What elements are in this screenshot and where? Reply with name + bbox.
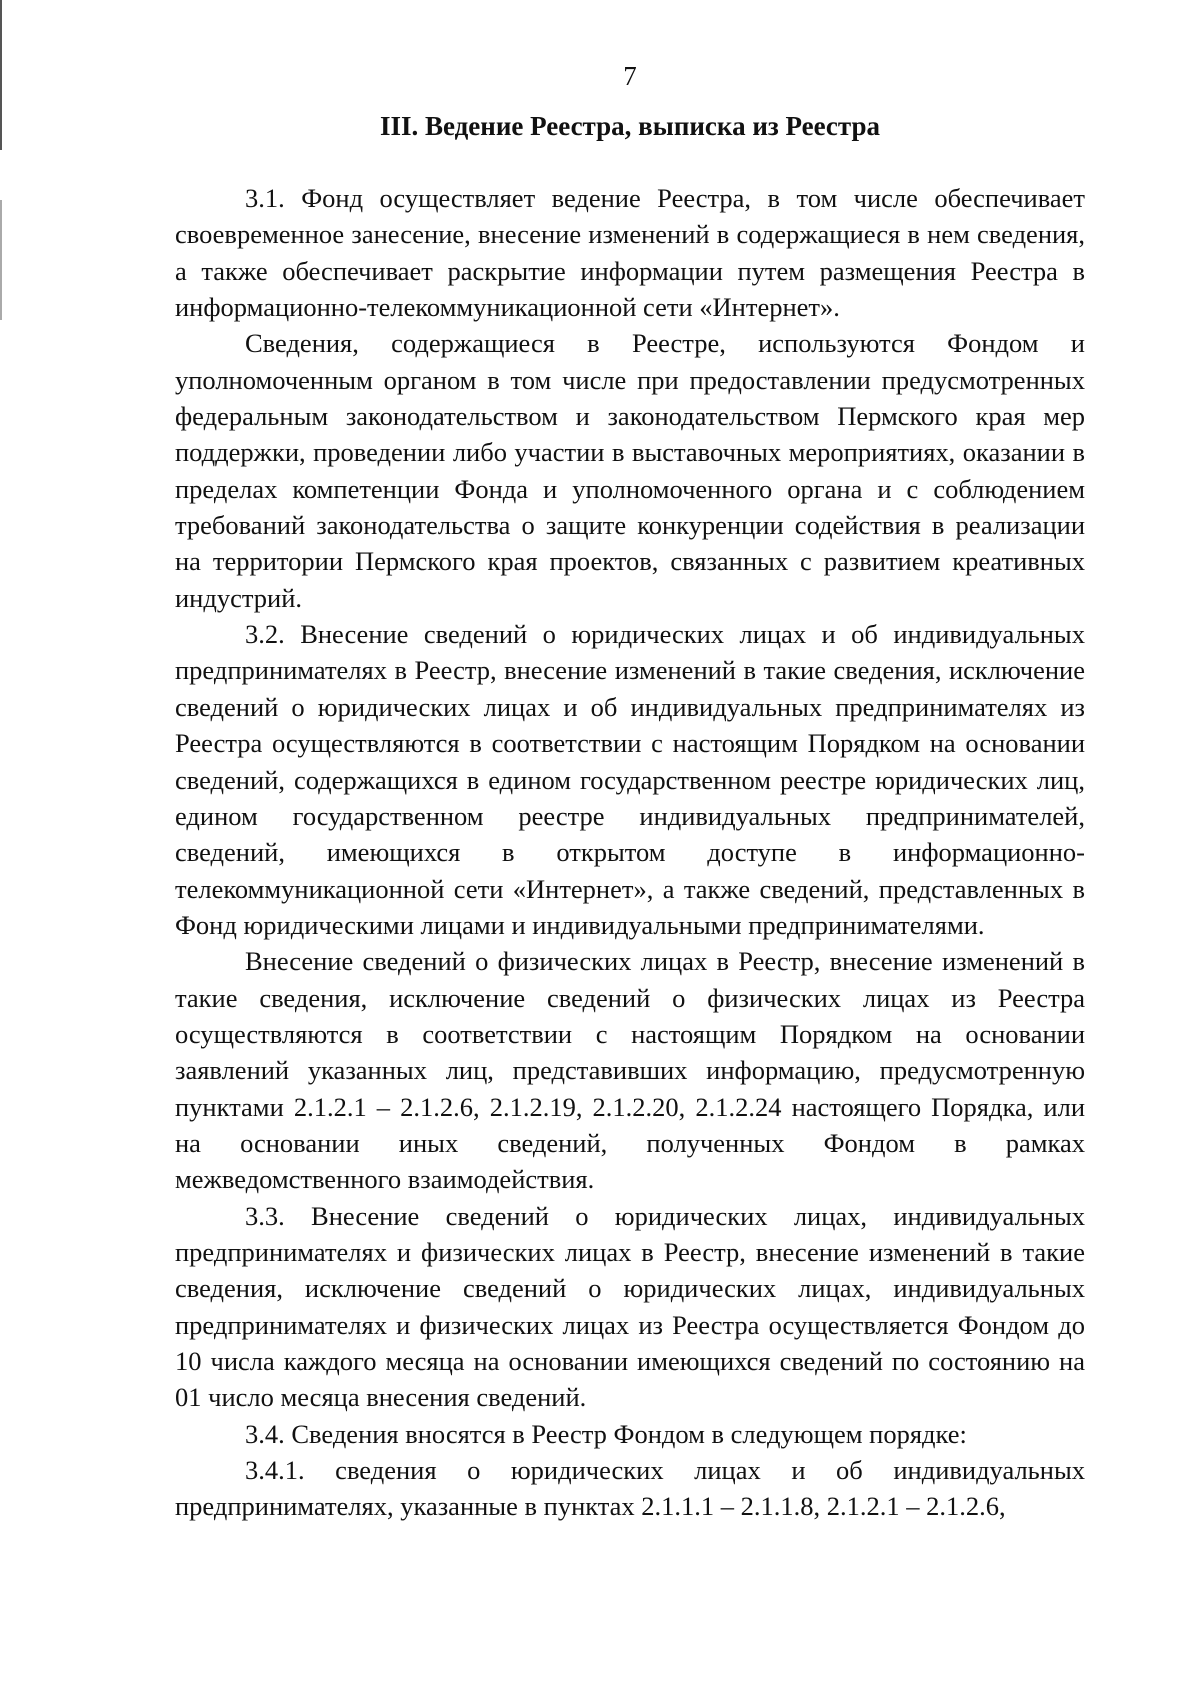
paragraph: 3.2. Внесение сведений о юридических лицах и об индивидуальных предпринимателях в Реестр, внесение изменений в такие сведения, исключение сведений о юридических лицах и об индивидуальных предпринимателях из Реестра осуществляются в соответствии с настоящим Порядком на основании сведений, содержащихся в едином государственном реестре юридических лиц, едином государственном реестре индивидуальных предпринимателей, сведений, имеющихся в открытом доступе в информационно-телекоммуникационной сети «Интернет», а также сведений, представленных в Фонд юридическими лицами и индивидуальными предпринимателями. [175, 619, 1085, 940]
paragraph: 3.3. Внесение сведений о юридических лицах, индивидуальных предпринимателях и физических лицах в Реестр, внесение изменений в такие сведения, исключение сведений о юридических лицах, индивидуальных предпринимателях и физических лицах из Реестра осуществляется Фондом до 10 числа каждого месяца на основании имеющихся сведений по состоянию на 01 число месяца внесения сведений. [175, 1200, 1085, 1413]
section-heading: III. Ведение Реестра, выписка из Реестра [379, 111, 880, 141]
page-number: 7 [623, 61, 637, 91]
paragraph: Сведения, содержащиеся в Реестре, используются Фондом и уполномоченным органом в том числе при предоставлении предусмотренных федеральным законодательством и законодательством Пермского края мер поддержки, проведении либо участии в выставочных мероприятиях, оказании в пределах компетенции Фонда и уполномоченного органа и с соблюдением требований законодательства о защите конкуренции содействия в реализации на территории Пермского края проектов, связанных с развитием креативных индустрий. [175, 328, 1085, 613]
scan-edge-line [0, 200, 2, 320]
paragraph: 3.1. Фонд осуществляет ведение Реестра, в том числе обеспечивает своевременное занесение, внесение изменений в содержащиеся в нем сведения, а также обеспечивает раскрытие информации путем размещения Реестра в информационно-телекоммуникационной сети «Интернет». [175, 183, 1085, 323]
paragraph: Внесение сведений о физических лицах в Реестр, внесение изменений в такие сведения, исключение сведений о физических лицах из Реестра осуществляются в соответствии с настоящим Порядком на основании заявлений указанных лиц, представивших информацию, предусмотренную пунктами 2.1.2.1 – 2.1.2.6, 2.1.2.19, 2.1.2.20, 2.1.2.24 настоящего Порядка, или на основании иных сведений, полученных Фондом в рамках межведомственного взаимодействия. [175, 946, 1085, 1195]
paragraph: 3.4. Сведения вносятся в Реестр Фондом в следующем порядке: [245, 1418, 967, 1449]
document-body [175, 180, 1085, 1525]
paragraph: 3.4.1. сведения о юридических лицах и об индивидуальных предпринимателях, указанные в пунктах 2.1.1.1 – 2.1.1.8, 2.1.2.1 – 2.1.2.6, [175, 1455, 1085, 1522]
